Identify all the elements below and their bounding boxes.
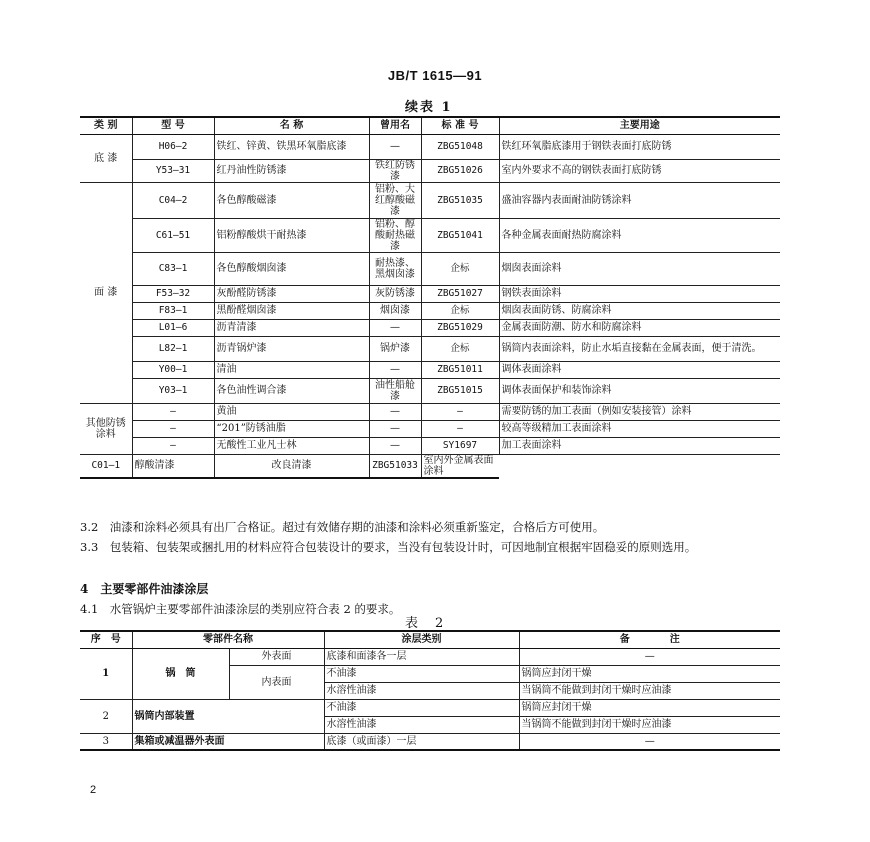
name-cell: 铁红、锌黄、铁黑环氧脂底漆	[214, 134, 369, 159]
t2-row2-no: 2	[80, 699, 132, 733]
name-cell: “201”防锈油脂	[214, 420, 369, 437]
paragraph-4-1: 4.1 水管锅炉主要零部件油漆涂层的类别应符合表 2 的要求。	[80, 602, 401, 616]
table2-caption: 表 2	[405, 616, 446, 631]
name-cell: 各色油性调合漆	[214, 378, 369, 403]
paragraph-3-3: 3.3 包装箱、包装架或捆扎用的材料应符合包装设计的要求，当没有包装设计时，可因地制宜根据牢固稳妥的原则选用。	[80, 540, 697, 554]
name-cell: 铝粉醇酸烘干耐热漆	[214, 218, 369, 252]
former-name-cell: 改良清漆	[214, 454, 369, 478]
t2-row1-inner: 内表面	[229, 665, 324, 699]
standard-cell: 企标	[421, 336, 499, 361]
t2-row1-inner-coat2: 水溶性油漆	[324, 682, 519, 699]
table-row	[80, 134, 780, 159]
name-cell: 沥青清漆	[214, 319, 369, 336]
model-cell: H06—2	[132, 134, 214, 159]
col-header-category: 类 别	[80, 117, 132, 134]
model-cell: Y53—31	[132, 159, 214, 182]
col-header-former-name: 曾用名	[369, 117, 421, 134]
usage-cell: 锅筒内表面涂料，防止水垢直接黏在金属表面，便于清洗。	[499, 336, 780, 361]
name-cell: 各色醇酸烟囱漆	[214, 252, 369, 285]
t2-row1-inner-note2: 当锅筒不能做到封闭干燥时应油漆	[519, 682, 780, 699]
t2-row2-note1: 锅筒应封闭干燥	[519, 699, 780, 716]
t2-header-part: 零部件名称	[132, 631, 324, 648]
category-cell: 其他防锈涂料	[80, 403, 132, 454]
standard-cell: ZBG51011	[421, 361, 499, 378]
category-cell: 面 漆	[80, 182, 132, 403]
t2-header-note: 备 注	[519, 631, 780, 648]
usage-cell: 调体表面保护和装饰涂料	[499, 378, 780, 403]
usage-cell: 烟囱表面涂料	[499, 252, 780, 285]
usage-cell: 烟囱表面防锈、防腐涂料	[499, 302, 780, 319]
usage-cell: 室内外金属表面涂料	[421, 454, 499, 478]
standard-cell: ZBG51035	[421, 182, 499, 218]
table-row	[80, 319, 780, 336]
table1-caption: 续表 1	[405, 100, 453, 115]
t2-header-coating: 涂层类别	[324, 631, 519, 648]
t2-row2-part: 锅筒内部装置	[132, 699, 324, 733]
usage-cell: 加工表面涂料	[499, 437, 780, 454]
standard-cell: ZBG51033	[369, 454, 421, 478]
table-row	[80, 733, 780, 750]
table-row	[80, 159, 780, 182]
standard-cell: —	[421, 403, 499, 420]
usage-cell: 需要防锈的加工表面（例如安装接管）涂料	[499, 403, 780, 420]
standard-cell: ZBG51015	[421, 378, 499, 403]
name-cell: 无酸性工业凡士林	[214, 437, 369, 454]
t2-row2-note2: 当锅筒不能做到封闭干燥时应油漆	[519, 716, 780, 733]
name-cell: 醇酸清漆	[132, 454, 214, 478]
page-number: 2	[90, 784, 97, 796]
t2-row2-coat1: 不油漆	[324, 699, 519, 716]
model-cell: —	[132, 403, 214, 420]
table-row	[80, 378, 780, 403]
model-cell: L82—1	[132, 336, 214, 361]
t2-row1-inner-note1: 锅筒应封闭干燥	[519, 665, 780, 682]
name-cell: 清油	[214, 361, 369, 378]
standard-cell: ZBG51048	[421, 134, 499, 159]
model-cell: C04—2	[132, 182, 214, 218]
t2-row3-note: —	[519, 733, 780, 750]
col-header-standard: 标 准 号	[421, 117, 499, 134]
table-row	[80, 648, 780, 665]
standard-cell: ZBG51027	[421, 285, 499, 302]
name-cell: 黑酚醛烟囱漆	[214, 302, 369, 319]
usage-cell: 各种金属表面耐热防腐涂料	[499, 218, 780, 252]
table-row	[80, 302, 780, 319]
table-row	[80, 420, 780, 437]
t2-row1-outer: 外表面	[229, 648, 324, 665]
t2-row3-part: 集箱或减温器外表面	[132, 733, 324, 750]
table-row	[80, 285, 780, 302]
former-name-cell: 铝粉、大红醇酸磁漆	[369, 182, 421, 218]
standard-number: JB/T 1615—91	[387, 68, 483, 83]
table-row	[80, 252, 780, 285]
standard-cell: ZBG51029	[421, 319, 499, 336]
former-name-cell: —	[369, 420, 421, 437]
model-cell: —	[132, 420, 214, 437]
section-heading-4: 4 主要零部件油漆涂层	[80, 582, 209, 596]
former-name-cell: 铁红防锈漆	[369, 159, 421, 182]
t2-row1-outer-note: —	[519, 648, 780, 665]
table-2	[80, 630, 780, 751]
model-cell: L01—6	[132, 319, 214, 336]
category-cell: 底 漆	[80, 134, 132, 182]
t2-row3-coat: 底漆（或面漆）一层	[324, 733, 519, 750]
usage-cell: 盛油容器内表面耐油防锈涂料	[499, 182, 780, 218]
name-cell: 灰酚醛防锈漆	[214, 285, 369, 302]
table-row	[80, 699, 780, 716]
model-cell: C83—1	[132, 252, 214, 285]
model-cell: Y00—1	[132, 361, 214, 378]
usage-cell: 室内外要求不高的钢铁表面打底防锈	[499, 159, 780, 182]
former-name-cell: —	[369, 361, 421, 378]
usage-cell: 调体表面涂料	[499, 361, 780, 378]
usage-cell: 较高等级精加工表面涂料	[499, 420, 780, 437]
t2-row1-part: 锅 筒	[132, 648, 229, 699]
standard-cell: —	[421, 420, 499, 437]
model-cell: C01—1	[80, 454, 132, 478]
table-row	[80, 336, 780, 361]
t2-row1-outer-coat: 底漆和面漆各一层	[324, 648, 519, 665]
table-row	[80, 437, 780, 454]
table2-header-row	[80, 631, 780, 648]
t2-header-no: 序 号	[80, 631, 132, 648]
model-cell: F83—1	[132, 302, 214, 319]
standard-cell: 企标	[421, 302, 499, 319]
former-name-cell: —	[369, 134, 421, 159]
col-header-usage: 主要用途	[499, 117, 780, 134]
former-name-cell: 烟囱漆	[369, 302, 421, 319]
col-header-model: 型 号	[132, 117, 214, 134]
col-header-name: 名 称	[214, 117, 369, 134]
standard-cell: SY1697	[421, 437, 499, 454]
former-name-cell: —	[369, 437, 421, 454]
standard-cell: ZBG51026	[421, 159, 499, 182]
table-row	[80, 454, 780, 478]
t2-row1-inner-coat1: 不油漆	[324, 665, 519, 682]
usage-cell: 铁红环氧脂底漆用于钢铁表面打底防锈	[499, 134, 780, 159]
paragraph-3-2: 3.2 油漆和涂料必须具有出厂合格证。超过有效储存期的油漆和涂料必须重新鉴定，合格后方可使用。	[80, 520, 605, 534]
model-cell: Y03—1	[132, 378, 214, 403]
name-cell: 红丹油性防锈漆	[214, 159, 369, 182]
table-row	[80, 182, 780, 218]
table1-header-row	[80, 117, 780, 134]
standard-cell: 企标	[421, 252, 499, 285]
name-cell: 沥青锅炉漆	[214, 336, 369, 361]
table-row	[80, 403, 780, 420]
name-cell: 黄油	[214, 403, 369, 420]
usage-cell: 金属表面防潮、防水和防腐涂料	[499, 319, 780, 336]
former-name-cell: 锅炉漆	[369, 336, 421, 361]
former-name-cell: 耐热漆、黑烟囱漆	[369, 252, 421, 285]
standard-cell: ZBG51041	[421, 218, 499, 252]
table-1	[80, 116, 780, 479]
usage-cell: 钢铁表面涂料	[499, 285, 780, 302]
t2-row3-no: 3	[80, 733, 132, 750]
t2-row1-no: 1	[80, 648, 132, 699]
former-name-cell: 铝粉、醇酸耐热磁漆	[369, 218, 421, 252]
table-row	[80, 218, 780, 252]
model-cell: —	[132, 437, 214, 454]
t2-row2-coat2: 水溶性油漆	[324, 716, 519, 733]
former-name-cell: 油性船舱漆	[369, 378, 421, 403]
former-name-cell: 灰防锈漆	[369, 285, 421, 302]
former-name-cell: —	[369, 319, 421, 336]
model-cell: C61—51	[132, 218, 214, 252]
name-cell: 各色醇酸磁漆	[214, 182, 369, 218]
model-cell: F53—32	[132, 285, 214, 302]
former-name-cell: —	[369, 403, 421, 420]
table-row	[80, 361, 780, 378]
